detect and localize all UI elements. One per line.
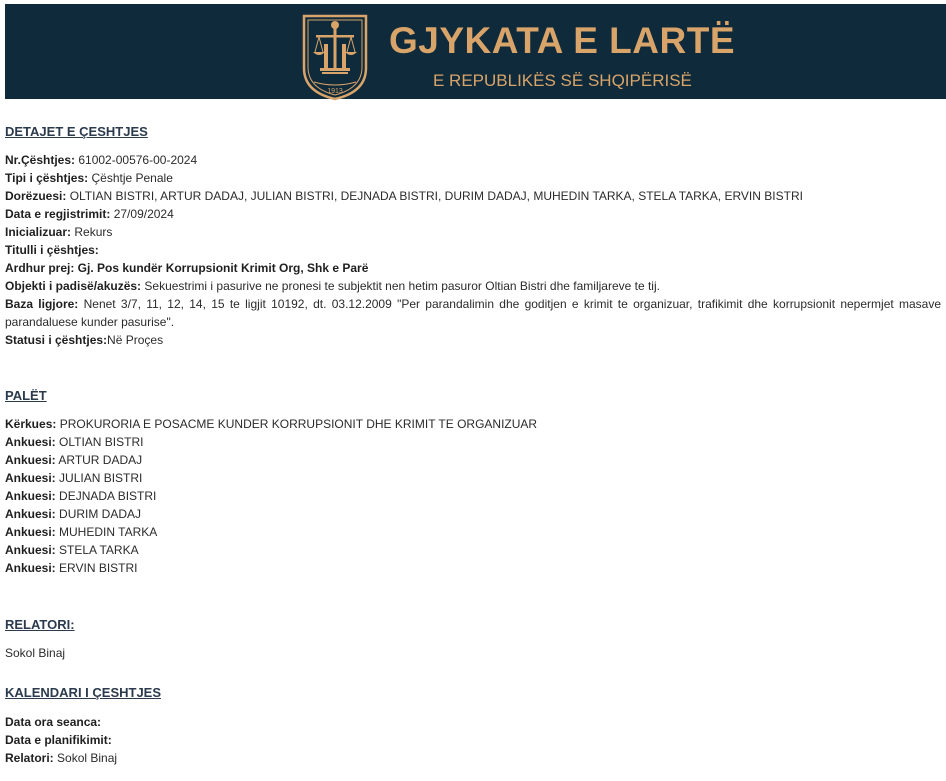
party-value: PROKURORIA E POSACME KUNDER KORRUPSIONIT DHE KRIMIT TE ORGANIZUAR bbox=[56, 417, 538, 431]
court-emblem-icon bbox=[300, 8, 370, 101]
rapporteur-heading: RELATORI: bbox=[5, 617, 75, 632]
field-label: Data ora seanca: bbox=[5, 715, 102, 729]
hearing-datetime-row bbox=[5, 713, 941, 731]
case-object-row bbox=[5, 277, 941, 295]
party-value: OLTIAN BISTRI bbox=[55, 435, 144, 449]
field-label: Objekti i padisë/akuzës: bbox=[5, 279, 142, 293]
calendar-heading: KALENDARI I ÇESHTJES bbox=[5, 685, 162, 700]
case-details-heading: DETAJET E ÇESHTJES bbox=[5, 124, 148, 139]
party-row bbox=[5, 487, 941, 505]
party-value: DURIM DADAJ bbox=[55, 507, 142, 521]
party-row bbox=[5, 451, 941, 469]
party-label: Ankuesi: bbox=[5, 453, 56, 467]
field-value: Në Proçes bbox=[107, 333, 164, 347]
party-row bbox=[5, 523, 941, 541]
registration-date-row bbox=[5, 205, 941, 223]
party-value: MUHEDIN TARKA bbox=[55, 525, 158, 539]
party-label: Ankuesi: bbox=[5, 543, 56, 557]
court-header-banner bbox=[5, 4, 946, 99]
logo-year: 1913 bbox=[327, 88, 343, 95]
party-row bbox=[5, 415, 941, 433]
field-label: Baza ligjore: bbox=[5, 297, 79, 311]
case-number-row bbox=[5, 151, 941, 169]
court-subtitle: E REPUBLIKËS SË SHQIPËRISË bbox=[433, 71, 692, 90]
party-label: Ankuesi: bbox=[5, 525, 56, 539]
initiated-row bbox=[5, 223, 941, 241]
party-value: DEJNADA BISTRI bbox=[55, 489, 157, 503]
party-label: Ankuesi: bbox=[5, 435, 56, 449]
field-value: 27/09/2024 bbox=[110, 207, 174, 221]
party-row bbox=[5, 433, 941, 451]
party-label: Ankuesi: bbox=[5, 507, 56, 521]
party-value: JULIAN BISTRI bbox=[55, 471, 143, 485]
case-type-row bbox=[5, 169, 941, 187]
field-label: Titulli i çështjes: bbox=[5, 243, 99, 257]
field-label: Statusi i çështjes: bbox=[5, 333, 108, 347]
field-value: OLTIAN BISTRI, ARTUR DADAJ, JULIAN BISTRI, DEJNADA BISTRI, DURIM DADAJ, MUHEDIN TARKA, STELA TARKA, ERVIN BISTRI bbox=[66, 189, 803, 203]
party-value: ERVIN BISTRI bbox=[55, 561, 138, 575]
field-value: Çështje Penale bbox=[88, 171, 173, 185]
party-row bbox=[5, 559, 941, 577]
field-label: Nr.Çështjes: bbox=[5, 153, 76, 167]
origin-row bbox=[5, 259, 941, 277]
field-value: Nenet 3/7, 11, 12, 14, 15 te ligjit 10192, dt. 03.12.2009 "Per parandalimin dhe goditjen e krimit te organizuar, trafikimit dhe korrupsionit nepermjet masave parandaluese kunder pasurise". bbox=[5, 297, 941, 329]
field-label: Data e regjistrimit: bbox=[5, 207, 111, 221]
legal-basis-row bbox=[5, 295, 941, 331]
party-value: STELA TARKA bbox=[55, 543, 139, 557]
court-title: GJYKATA E LARTË bbox=[389, 20, 735, 61]
rapporteur-name: Sokol Binaj bbox=[5, 646, 66, 660]
field-label: Data e planifikimit: bbox=[5, 733, 112, 747]
field-value: 61002-00576-00-2024 bbox=[75, 153, 198, 167]
party-label: Kërkues: bbox=[5, 417, 57, 431]
field-label: Ardhur prej: Gj. Pos kundër Korrupsionit Krimit Org, Shk e Parë bbox=[5, 261, 369, 275]
field-label: Tipi i çështjes: bbox=[5, 171, 89, 185]
field-value: Rekurs bbox=[71, 225, 113, 239]
case-title-row bbox=[5, 241, 941, 259]
submitter-row bbox=[5, 187, 941, 205]
parties-heading: PALËT bbox=[5, 388, 47, 403]
party-label: Ankuesi: bbox=[5, 471, 56, 485]
party-label: Ankuesi: bbox=[5, 489, 56, 503]
party-label: Ankuesi: bbox=[5, 561, 56, 575]
field-label: Dorëzuesi: bbox=[5, 189, 67, 203]
party-row bbox=[5, 469, 941, 487]
case-status-row bbox=[5, 331, 941, 349]
field-value: Sokol Binaj bbox=[53, 751, 118, 765]
planning-date-row bbox=[5, 731, 941, 749]
party-row bbox=[5, 541, 941, 559]
party-value: ARTUR DADAJ bbox=[55, 453, 143, 467]
party-row bbox=[5, 505, 941, 523]
field-label: Inicializuar: bbox=[5, 225, 72, 239]
field-label: Relatori: bbox=[5, 751, 54, 765]
field-value: Sekuestrimi i pasurive ne pronesi te subjektit nen hetim pasuror Oltian Bistri dhe familjareve te tij. bbox=[141, 279, 660, 293]
calendar-rapporteur-row bbox=[5, 749, 941, 767]
